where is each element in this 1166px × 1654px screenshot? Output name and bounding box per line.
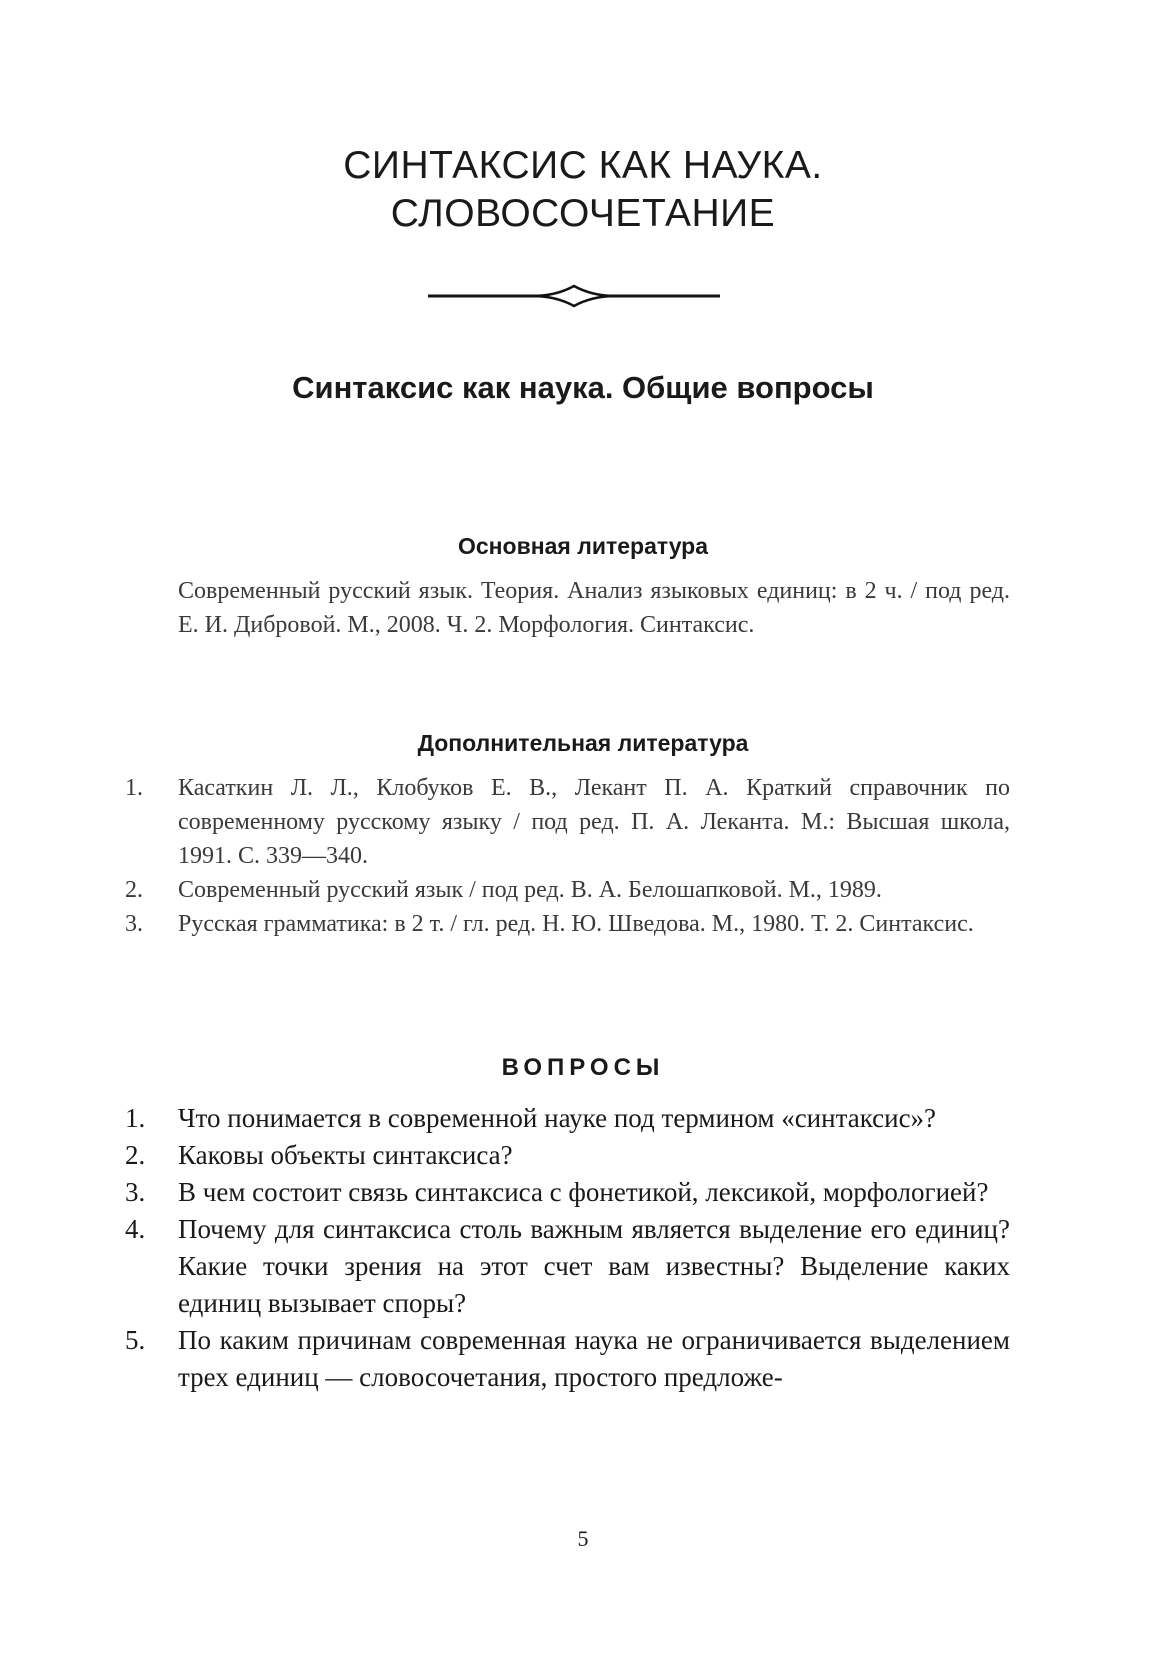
question-number: 5. [125, 1325, 146, 1355]
questions-heading: ВОПРОСЫ [501, 1054, 665, 1081]
question-text: Что понимается в современной науке под термином «синтаксис»? [178, 1103, 937, 1133]
question-text: Почему для синтаксиса столь важным является выделение его единиц? Какие точки зрения на этот счет вам известны? Выделение каких единиц вызывает споры? [178, 1214, 1010, 1318]
additional-literature-heading: Дополнительная литература [417, 730, 749, 756]
question-item [125, 1211, 1010, 1322]
question-text: В чем состоит связь синтаксиса с фонетикой, лексикой, морфологией? [178, 1177, 989, 1207]
main-literature-text [178, 574, 1010, 642]
list-item [125, 771, 1010, 873]
chapter-title-line-2: СЛОВОСОЧЕТАНИЕ [390, 192, 776, 235]
question-text: По каким причинам современная наука не ограничивается выделением трех единиц — словосочетания, простого предложе- [178, 1325, 1010, 1392]
list-item-number: 2. [125, 877, 143, 903]
additional-literature-list [125, 771, 1010, 941]
list-item-text: Русская грамматика: в 2 т. / гл. ред. Н. Ю. Шведова. М., 1980. Т. 2. Синтаксис. [178, 911, 974, 937]
question-number: 3. [125, 1177, 146, 1207]
list-item-number: 1. [125, 775, 143, 801]
page-number: 5 [577, 1526, 589, 1551]
question-item [125, 1100, 1010, 1137]
question-item [125, 1174, 1010, 1211]
question-item [125, 1322, 1010, 1396]
section-title: Синтаксис как наука. Общие вопросы [292, 370, 874, 405]
list-item-text: Современный русский язык / под ред. В. А. Белошапковой. М., 1989. [178, 877, 882, 903]
question-number: 4. [125, 1214, 146, 1244]
questions-list [125, 1100, 1010, 1396]
list-item-text: Касаткин Л. Л., Клобуков Е. В., Лекант П. А. Краткий справочник по современному русскому языку / под ред. П. А. Леканта. М.: Высшая школа, 1991. С. 339—340. [178, 775, 1010, 869]
chapter-title-line-1: СИНТАКСИС КАК НАУКА. [343, 144, 823, 187]
question-text: Каковы объекты синтаксиса? [178, 1140, 513, 1170]
list-item [125, 907, 1010, 941]
ornament-divider-icon [428, 281, 720, 311]
list-item-number: 3. [125, 911, 143, 937]
question-number: 1. [125, 1103, 146, 1133]
chapter-title [0, 142, 1166, 238]
question-item [125, 1137, 1010, 1174]
main-literature-heading: Основная литература [457, 533, 709, 559]
main-literature-entry: Современный русский язык. Теория. Анализ языковых единиц: в 2 ч. / под ред. Е. И. Дибровой. М., 2008. Ч. 2. Морфология. Синтаксис. [178, 578, 1010, 638]
question-number: 2. [125, 1140, 146, 1170]
list-item [125, 873, 1010, 907]
